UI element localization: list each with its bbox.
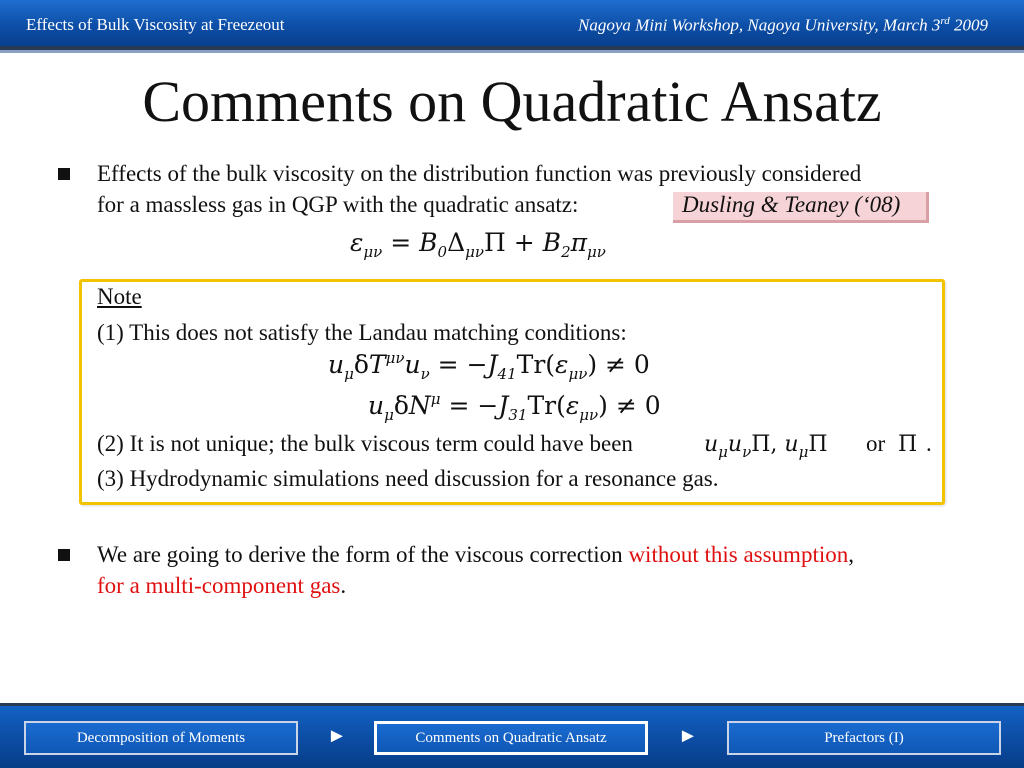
note-item-2: (2) It is not unique; the bulk viscous term could have been — [97, 431, 633, 456]
landau-condition-energy: $u_\mu\delta T^{\mu\nu}u_\nu = -J_{41}Tr(\varepsilon_{\mu\nu}) \ne 0$ — [328, 349, 650, 383]
bullet2-line2: for a multi-component gas. — [97, 573, 347, 598]
note-title: Note — [97, 284, 142, 309]
nav-current-button[interactable]: Comments on Quadratic Ansatz — [374, 721, 648, 755]
bullet2-line1: We are going to derive the form of the viscous correction without this assumption, — [97, 542, 854, 567]
bullet1-line1: Effects of the bulk viscosity on the distribution function was previously considered — [97, 161, 862, 186]
bullet-marker — [58, 168, 70, 180]
landau-condition-number: $u_\mu\delta N^\mu = -J_{31}Tr(\varepsilon_{\mu\nu}) \ne 0$ — [368, 390, 661, 424]
note-item-1: (1) This does not satisfy the Landau matching conditions: — [97, 320, 627, 345]
nav-arrow-icon: ► — [327, 725, 347, 747]
alt-term-2: Π — [898, 432, 918, 457]
header-venue: Nagoya Mini Workshop, Nagoya University, March 3rd 2009 — [578, 15, 988, 35]
nav-next-button[interactable]: Prefactors (I) — [727, 721, 1001, 755]
slide-header — [0, 0, 1024, 50]
ansatz-equation: $\varepsilon_{\mu\nu} = B_0\Delta_{\mu\nu}\Pi + B_2\pi_{\mu\nu}$ — [350, 228, 606, 261]
reference-citation: Dusling & Teaney (‘08) — [682, 192, 901, 217]
slide-title: Comments on Quadratic Ansatz — [142, 69, 882, 134]
header-talk-title: Effects of Bulk Viscosity at Freezeout — [26, 15, 285, 34]
alt-term-1: $u_\mu u_\nu\Pi$, $u_\mu\Pi$ — [704, 432, 828, 461]
bullet1-line2: for a massless gas in QGP with the quadratic ansatz: — [97, 192, 579, 217]
note-item-3: (3) Hydrodynamic simulations need discussion for a resonance gas. — [97, 466, 719, 491]
nav-arrow-icon: ► — [678, 725, 698, 747]
note-item-2-or: or — [866, 431, 886, 456]
slide-footer — [0, 703, 1024, 768]
bullet-marker — [58, 549, 70, 561]
nav-prev-button[interactable]: Decomposition of Moments — [24, 721, 298, 755]
note-item-2-end: . — [926, 431, 932, 456]
header-divider — [0, 50, 1024, 53]
